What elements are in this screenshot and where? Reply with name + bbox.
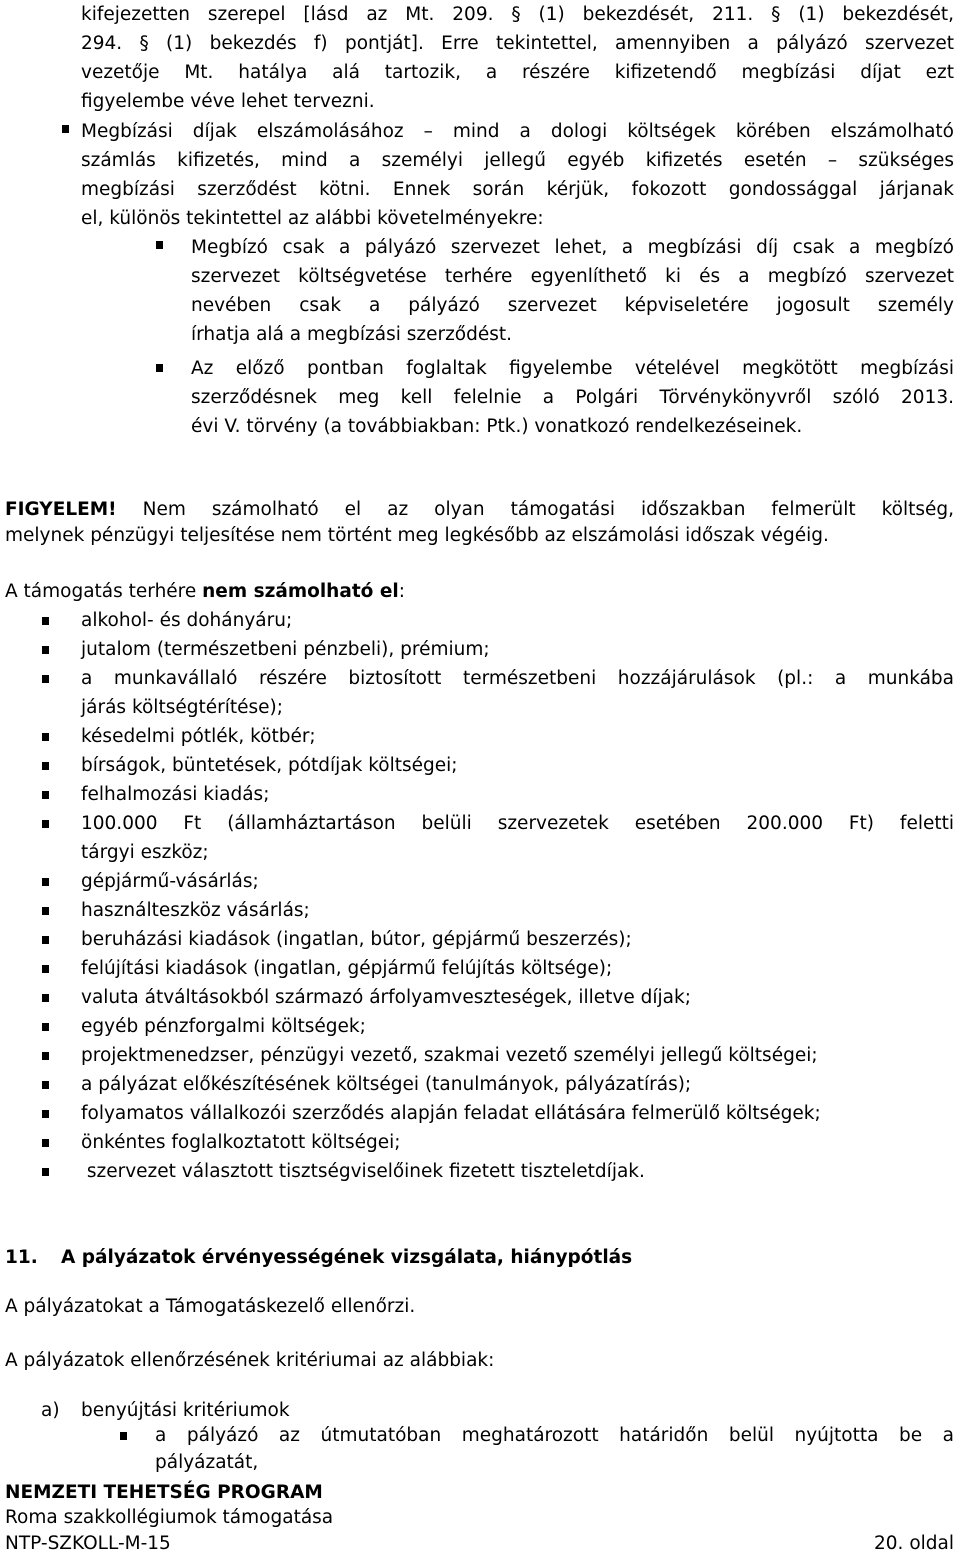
bullet-icon — [42, 1023, 49, 1031]
paragraph-line: figyelembe véve lehet tervezni. — [81, 91, 375, 112]
footer-code: NTP-SZKOLL-M-15 — [5, 1533, 171, 1554]
list-item: beruházási kiadások (ingatlan, bútor, gépjármű beszerzés); — [81, 929, 632, 950]
list-item: önkéntes foglalkoztatott költségei; — [81, 1132, 401, 1153]
bullet-icon — [120, 1432, 127, 1440]
figyelem-line: melynek pénzügyi teljesítése nem történt meg legkésőbb az elszámolási időszak végéig. — [5, 525, 829, 546]
list-item: egyéb pénzforgalmi költségek; — [81, 1016, 366, 1037]
intro-bold: nem számolható el — [202, 581, 399, 602]
bullet-icon — [42, 646, 49, 654]
section-paragraph: A pályázatokat a Támogatáskezelő ellenőrzi. — [5, 1296, 416, 1317]
list-item: alkohol- és dohányáru; — [81, 610, 293, 631]
bullet-line: el, különös tekintettel az alábbi követelményekre: — [81, 208, 544, 229]
bullet-icon — [42, 965, 49, 973]
page-number: 20. oldal — [874, 1533, 954, 1554]
bullet-line: Megbízási díjak elszámolásához – mind a dologi költségek körében elszámolható — [81, 121, 954, 142]
sub-bullet-line: szerződésnek meg kell felelnie a Polgári Törvénykönyvről szóló 2013. — [191, 387, 954, 408]
bullet-icon — [42, 1081, 49, 1089]
list-item: 100.000 Ft (államháztartáson belüli szervezetek esetében 200.000 Ft) feletti — [81, 813, 954, 834]
bullet-icon — [42, 994, 49, 1002]
sub-bullet-line: évi V. törvény (a továbbiakban: Ptk.) vonatkozó rendelkezéseinek. — [191, 416, 803, 437]
paragraph-line: 294. § (1) bekezdés f) pontját]. Erre tekintettel, amennyiben a pályázó szervezet — [81, 33, 954, 54]
list-item: a pályázat előkészítésének költségei (tanulmányok, pályázatírás); — [81, 1074, 692, 1095]
list-item: bírságok, büntetések, pótdíjak költségei; — [81, 755, 458, 776]
footer-program: NEMZETI TEHETSÉG PROGRAM — [5, 1482, 323, 1503]
bullet-icon — [62, 125, 69, 133]
section-title: A pályázatok érvényességének vizsgálata, hiánypótlás — [61, 1247, 633, 1268]
bullet-icon — [42, 1139, 49, 1147]
criteria-sub-line: pályázatát, — [155, 1452, 259, 1473]
list-item-continuation: tárgyi eszköz; — [81, 842, 209, 863]
bullet-icon — [156, 364, 163, 372]
bullet-line: számlás kifizetés, mind a személyi jellegű egyéb kifizetés esetén – szükséges — [81, 150, 954, 171]
bullet-icon — [42, 762, 49, 770]
list-item: használteszköz vásárlás; — [81, 900, 310, 921]
list-item: szervezet választott tisztségviselőinek fizetett tiszteletdíjak. — [81, 1161, 645, 1182]
criteria-label: benyújtási kritériumok — [81, 1400, 290, 1421]
sub-bullet-line: Megbízó csak a pályázó szervezet lehet, a megbízási díj csak a megbízó — [191, 237, 954, 258]
sub-bullet-line: szervezet költségvetése terhére egyenlíthető ki és a megbízó szervezet — [191, 266, 954, 287]
bullet-icon — [42, 907, 49, 915]
list-item-continuation: járás költségtérítése); — [81, 697, 283, 718]
criteria-letter: a) — [41, 1400, 60, 1421]
bullet-icon — [156, 241, 163, 249]
footer-subtitle: Roma szakkollégiumok támogatása — [5, 1507, 334, 1528]
list-item: gépjármű-vásárlás; — [81, 871, 259, 892]
bullet-icon — [42, 675, 49, 683]
bullet-icon — [42, 936, 49, 944]
bullet-icon — [42, 733, 49, 741]
list-item: folyamatos vállalkozói szerződés alapján feladat ellátására felmerülő költségek; — [81, 1103, 821, 1124]
section-paragraph: A pályázatok ellenőrzésének kritériumai az alábbiak: — [5, 1350, 495, 1371]
list-item: jutalom (természetbeni pénzbeli), prémium; — [81, 639, 490, 660]
list-item: késedelmi pótlék, kötbér; — [81, 726, 316, 747]
bullet-line: megbízási szerződést kötni. Ennek során kérjük, fokozott gondossággal járjanak — [81, 179, 954, 200]
paragraph-line: vezetője Mt. hatálya alá tartozik, a részére kifizetendő megbízási díjat ezt — [81, 62, 954, 83]
bullet-icon — [42, 1168, 49, 1176]
list-item: valuta átváltásokból származó árfolyamveszteségek, illetve díjak; — [81, 987, 691, 1008]
figyelem-label: FIGYELEM! — [5, 499, 117, 520]
sub-bullet-line: nevében csak a pályázó szervezet képviseletére jogosult személy — [191, 295, 954, 316]
criteria-sub-line: a pályázó az útmutatóban meghatározott határidőn belül nyújtotta be a — [155, 1425, 954, 1446]
paragraph-line: kifejezetten szerepel [lásd az Mt. 209. § (1) bekezdését, 211. § (1) bekezdését, — [81, 4, 954, 25]
sub-bullet-line: Az előző pontban foglaltak figyelembe vételével megkötött megbízási — [191, 358, 954, 379]
bullet-icon — [42, 791, 49, 799]
section-number: 11. — [5, 1247, 38, 1268]
intro-colon: : — [398, 581, 405, 602]
list-item: a munkavállaló részére biztosított természetbeni hozzájárulások (pl.: a munkába — [81, 668, 954, 689]
list-item: felhalmozási kiadás; — [81, 784, 270, 805]
bullet-icon — [42, 617, 49, 625]
bullet-icon — [42, 878, 49, 886]
figyelem-text: Nem számolható el az olyan támogatási időszakban felmerült költség, — [116, 499, 954, 520]
list-item: felújítási kiadások (ingatlan, gépjármű felújítás költsége); — [81, 958, 613, 979]
bullet-icon — [42, 1110, 49, 1118]
bullet-icon — [42, 820, 49, 828]
intro-text: A támogatás terhére — [5, 581, 203, 602]
figyelem-line — [5, 495, 954, 524]
bullet-icon — [42, 1052, 49, 1060]
sub-bullet-line: írhatja alá a megbízási szerződést. — [191, 324, 513, 345]
list-item: projektmenedzser, pénzügyi vezető, szakmai vezető személyi jellegű költségei; — [81, 1045, 818, 1066]
not-eligible-intro — [5, 577, 405, 606]
